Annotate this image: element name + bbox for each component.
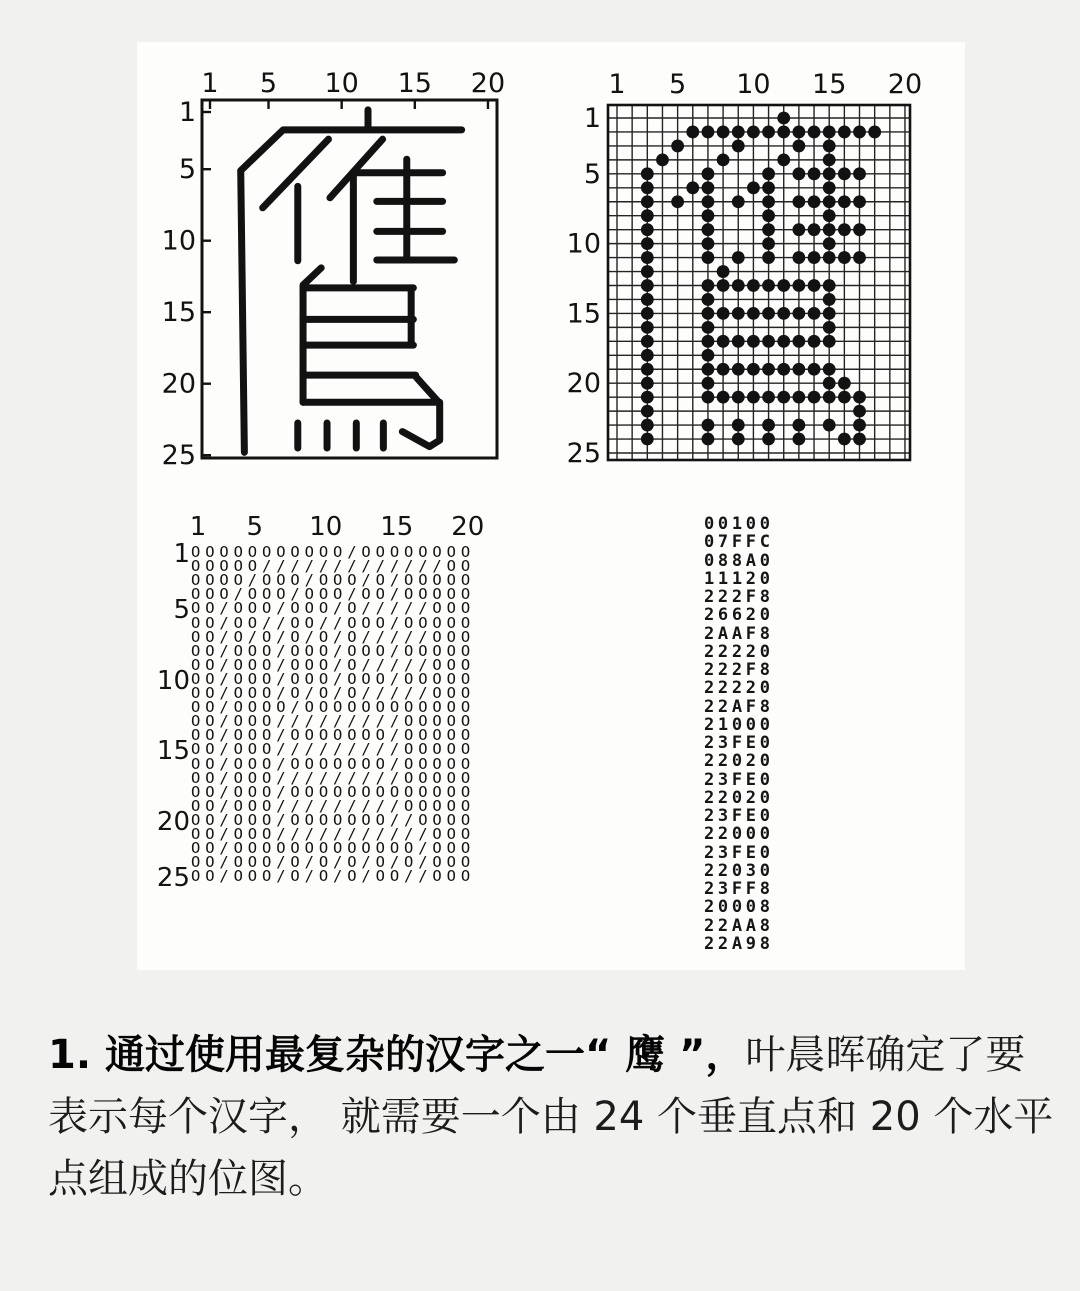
bitmap-dot xyxy=(823,153,836,166)
bitmap-dot xyxy=(762,209,775,222)
caption-line xyxy=(48,1024,1056,1086)
bitmap-dot xyxy=(762,167,775,180)
hex-code-line: 20008 xyxy=(704,897,774,918)
y-tick-label: 1 xyxy=(583,103,601,134)
hex-code-line: 22220 xyxy=(704,678,774,699)
bitmap-dot xyxy=(777,126,790,139)
bitmap-dot xyxy=(777,307,790,320)
bitmap-dot xyxy=(732,195,745,208)
bitmap-dot xyxy=(732,335,745,348)
bitmap-dot xyxy=(686,181,699,194)
bitmap-dot xyxy=(762,335,775,348)
bitmap-dot xyxy=(762,181,775,194)
bitmap-dot xyxy=(747,279,760,292)
ascii-bitmap-row: OO/OOO/O/O/O/////OOO xyxy=(191,684,476,702)
bitmap-dot xyxy=(792,195,805,208)
bitmap-dot xyxy=(702,181,715,194)
bitmap-dot xyxy=(641,181,654,194)
bitmap-dot xyxy=(702,293,715,306)
caption-text: 表示每个汉字， 就需要一个由 24 个垂直点和 20 个水平 xyxy=(48,1094,1054,1140)
bitmap-dot xyxy=(823,293,836,306)
bitmap-dot xyxy=(702,307,715,320)
bitmap-dot xyxy=(732,307,745,320)
bitmap-dot xyxy=(717,335,730,348)
ascii-bitmap-row: OO/OO//OO//OOO/OOOOO xyxy=(191,613,476,632)
bitmap-dot xyxy=(792,391,805,404)
bitmap-dot xyxy=(747,126,760,139)
bitmap-dot xyxy=(792,279,805,292)
y-tick-label: 20 xyxy=(161,368,196,400)
ascii-bitmap-row: OO/OOO/OOO/O/////OOO xyxy=(191,599,476,618)
bitmap-dot xyxy=(717,153,730,166)
x-tick-label: 15 xyxy=(812,69,847,100)
bitmap-dot xyxy=(823,391,836,404)
y-tick-label: 20 xyxy=(156,806,190,837)
bitmap-dot xyxy=(838,377,851,390)
x-tick-label: 15 xyxy=(397,68,432,99)
bitmap-dot xyxy=(702,377,715,390)
hex-code-line: 23FE0 xyxy=(704,806,774,826)
ascii-bitmap-row: OO/OOO/OOOOOOO//OOOO xyxy=(191,810,476,829)
bitmap-dot xyxy=(732,251,745,264)
hex-code-line: 22030 xyxy=(704,860,774,881)
y-tick-label: 10 xyxy=(566,228,601,260)
bitmap-dot xyxy=(702,321,715,334)
bitmap-dot xyxy=(641,433,654,446)
bitmap-dot xyxy=(717,363,730,376)
bitmap-dot xyxy=(823,223,836,236)
bitmap-dot xyxy=(792,307,805,320)
character-stroke-bird-slant xyxy=(416,377,437,401)
bitmap-dot xyxy=(702,167,715,180)
ascii-bitmap-row: OO/OOO/////////OOOOO xyxy=(191,740,476,759)
caption-line xyxy=(48,1086,1056,1148)
bitmap-dot xyxy=(762,307,775,320)
bitmap-dot xyxy=(702,391,715,404)
ascii-bitmap-row: OOOO/OOO/OOO/O/OOOOO xyxy=(191,571,476,590)
bitmap-dot xyxy=(717,126,730,139)
bitmap-dot xyxy=(808,335,821,348)
bitmap-dot xyxy=(777,153,790,166)
bitmap-dot xyxy=(808,167,821,180)
bitmap-dot xyxy=(762,237,775,250)
bitmap-dot xyxy=(641,223,654,236)
bitmap-dot xyxy=(747,363,760,376)
bitmap-dot xyxy=(702,209,715,222)
bitmap-dot xyxy=(732,419,745,432)
y-tick-label: 25 xyxy=(566,437,601,469)
bitmap-dot xyxy=(838,433,851,446)
bitmap-dot xyxy=(823,140,836,153)
bitmap-dot xyxy=(823,321,836,334)
bitmap-dot xyxy=(762,433,775,446)
bitmap-dot xyxy=(762,195,775,208)
bitmap-dot xyxy=(823,419,836,432)
hex-code-line: 07FFC xyxy=(704,532,774,553)
bitmap-dot xyxy=(823,377,836,390)
bitmap-dot xyxy=(641,293,654,306)
bitmap-dot xyxy=(762,279,775,292)
bitmap-dot xyxy=(823,307,836,320)
bitmap-dot xyxy=(641,167,654,180)
ascii-bitmap-row: OO/OOO/////////OOOOO xyxy=(191,712,476,731)
hex-code-line: 21000 xyxy=(704,714,774,735)
bitmap-dot xyxy=(823,335,836,348)
y-tick-label: 1 xyxy=(178,97,196,128)
bitmap-dot xyxy=(702,195,715,208)
x-tick-label: 20 xyxy=(451,512,485,542)
caption-bold-text: 1. 通过使用最复杂的汉字之一“ 鹰 ”， xyxy=(48,1032,746,1078)
y-tick-label: 10 xyxy=(156,665,190,696)
hex-code-line: 22220 xyxy=(704,641,774,662)
bitmap-dot xyxy=(762,223,775,236)
bitmap-dot xyxy=(702,251,715,264)
bitmap-dot xyxy=(792,433,805,446)
bitmap-dot xyxy=(656,153,669,166)
bitmap-dot xyxy=(838,391,851,404)
x-tick-label: 5 xyxy=(246,512,264,542)
bitmap-dot xyxy=(641,377,654,390)
y-tick-label: 5 xyxy=(173,595,190,626)
bitmap-dot xyxy=(641,405,654,418)
bitmap-dot xyxy=(823,181,836,194)
y-tick-label: 15 xyxy=(156,736,190,767)
bitmap-dot xyxy=(762,363,775,376)
bitmap-dot xyxy=(762,251,775,264)
bitmap-dot xyxy=(838,195,851,208)
ascii-bitmap-row: OO/OOOO/OOOOOOOOOOOO xyxy=(191,698,476,717)
hex-code-line: 222F8 xyxy=(704,587,774,607)
y-tick-label: 15 xyxy=(161,297,196,329)
x-tick-label: 1 xyxy=(608,69,626,100)
bitmap-dot xyxy=(702,223,715,236)
bitmap-dot xyxy=(853,195,866,208)
bitmap-dot xyxy=(823,363,836,376)
bitmap-dot xyxy=(853,251,866,264)
bitmap-dot xyxy=(641,391,654,404)
bitmap-dot xyxy=(747,391,760,404)
bitmap-dot xyxy=(823,209,836,222)
bitmap-dot xyxy=(747,307,760,320)
bitmap-dot xyxy=(641,419,654,432)
bitmap-dot xyxy=(641,237,654,250)
bitmap-dot xyxy=(732,391,745,404)
bitmap-dot xyxy=(717,391,730,404)
bitmap-dot xyxy=(792,335,805,348)
bitmap-dot xyxy=(762,126,775,139)
bitmap-dot xyxy=(641,321,654,334)
y-tick-label: 25 xyxy=(161,440,196,472)
bitmap-dot xyxy=(792,419,805,432)
ascii-bitmap-row: OO/OOO/OOO/OOO/OOOOO xyxy=(191,641,476,660)
x-tick-label: 1 xyxy=(189,512,207,542)
bitmap-dot xyxy=(823,251,836,264)
bitmap-dot xyxy=(732,140,745,153)
bitmap-dot xyxy=(717,265,730,278)
bitmap-dot xyxy=(747,181,760,194)
bitmap-dot xyxy=(641,195,654,208)
bitmap-dot xyxy=(792,363,805,376)
bitmap-dot xyxy=(777,391,790,404)
bitmap-dot xyxy=(868,126,881,139)
caption-text: 点组成的位图。 xyxy=(48,1156,328,1202)
bitmap-dot xyxy=(641,265,654,278)
bitmap-dot xyxy=(853,167,866,180)
bitmap-dot xyxy=(853,433,866,446)
bitmap-dot xyxy=(702,363,715,376)
x-tick-label: 10 xyxy=(736,69,771,100)
y-tick-label: 1 xyxy=(173,539,190,569)
bitmap-dot xyxy=(702,126,715,139)
bitmap-dot xyxy=(823,237,836,250)
bitmap-dot xyxy=(808,363,821,376)
bitmap-dot xyxy=(853,405,866,418)
bitmap-dot xyxy=(762,419,775,432)
bitmap-dot xyxy=(732,279,745,292)
hex-code-line: 26620 xyxy=(704,605,774,626)
bitmap-dot xyxy=(808,279,821,292)
bitmap-dot xyxy=(853,126,866,139)
hex-code-line: 22000 xyxy=(704,824,774,845)
bitmap-dot xyxy=(808,126,821,139)
hex-code-line: 2AAF8 xyxy=(704,623,774,644)
ascii-bitmap-row: OO/OOO/OOOOOOO/OOOOO xyxy=(191,726,476,745)
x-tick-label: 10 xyxy=(309,512,343,542)
bitmap-dot xyxy=(777,112,790,125)
bitmap-dot xyxy=(777,335,790,348)
bitmap-dot xyxy=(823,195,836,208)
bitmap-dot xyxy=(838,223,851,236)
bitmap-dot xyxy=(671,140,684,153)
bitmap-dot xyxy=(792,126,805,139)
bitmap-dot xyxy=(717,307,730,320)
bitmap-dot xyxy=(808,391,821,404)
ascii-bitmap-row: OOOOO/////////////OO xyxy=(191,557,476,576)
bitmap-dot xyxy=(732,363,745,376)
bitmap-dot xyxy=(777,279,790,292)
hex-code-line: 088A0 xyxy=(704,550,774,571)
y-tick-label: 25 xyxy=(156,863,190,894)
x-tick-label: 20 xyxy=(887,69,923,100)
hex-code-line: 23FE0 xyxy=(704,842,774,863)
bitmap-dot xyxy=(747,335,760,348)
bitmap-dot xyxy=(808,195,821,208)
hex-code-line: 22AF8 xyxy=(704,696,774,717)
bitmap-dot xyxy=(838,167,851,180)
ascii-bitmap-row: OO/OOOOOOOOOOOOO/OOO xyxy=(191,839,476,858)
bitmap-dot xyxy=(823,126,836,139)
y-tick-label: 20 xyxy=(566,368,601,400)
bitmap-dot xyxy=(732,126,745,139)
hex-code-line: 22AA8 xyxy=(704,915,774,936)
bitmap-dot xyxy=(792,223,805,236)
hex-code-line: 22020 xyxy=(704,751,774,772)
bitmap-dot xyxy=(792,140,805,153)
bitmap-dot xyxy=(838,251,851,264)
ascii-bitmap-row: OOO/OOO/OOO/OO/OOOOO xyxy=(191,585,476,604)
x-tick-label: 5 xyxy=(669,69,687,100)
x-tick-label: 20 xyxy=(470,68,506,99)
y-tick-label: 5 xyxy=(178,154,196,186)
ascii-bitmap-row: OO/OOO/O/O/O/OO//OOO xyxy=(191,867,476,886)
x-tick-label: 1 xyxy=(201,68,219,99)
x-tick-label: 5 xyxy=(259,68,278,99)
caption-text: 叶晨晖确定了要 xyxy=(745,1032,1026,1078)
bitmap-dot xyxy=(792,167,805,180)
y-tick-label: 10 xyxy=(161,225,196,257)
bitmap-dot xyxy=(641,279,654,292)
y-tick-label: 5 xyxy=(583,158,601,190)
hex-code-line: 22A98 xyxy=(704,933,774,954)
ascii-bitmap-row: OO/OOO/////////OOOOO xyxy=(191,796,476,815)
hex-code-line: 222F8 xyxy=(704,660,774,680)
ascii-bitmap-row: OOOOOOOOOOO/OOOOOOOO xyxy=(191,543,476,561)
bitmap-dot xyxy=(702,335,715,348)
ascii-bitmap-row: OO/OOO/O/O/O/O/O/OOO xyxy=(191,853,476,872)
bitmap-dot xyxy=(641,363,654,376)
caption-line xyxy=(48,1148,1056,1210)
bitmap-dot xyxy=(641,335,654,348)
bitmap-dot xyxy=(702,349,715,362)
y-tick-label: 15 xyxy=(566,298,601,330)
hex-code-line: 23FE0 xyxy=(704,769,774,790)
x-tick-label: 10 xyxy=(324,68,359,99)
ascii-bitmap-row: OO/OOO///////////OOO xyxy=(191,825,476,843)
bitmap-dot xyxy=(671,195,684,208)
bitmap-dot xyxy=(853,419,866,432)
bitmap-dot xyxy=(641,209,654,222)
ascii-bitmap-row: OO/OOO/OOO/OOO/OOOOO xyxy=(191,669,476,688)
bitmap-dot xyxy=(762,391,775,404)
ascii-bitmap-row: OO/OOO/OOOOOOOOOOOOO xyxy=(191,782,476,801)
hex-code-line: 11120 xyxy=(704,568,774,589)
hex-code-line: 23FF8 xyxy=(704,879,774,899)
hex-code-line: 00100 xyxy=(704,514,774,534)
bitmap-dot xyxy=(702,433,715,446)
bitmap-dot xyxy=(702,237,715,250)
bitmap-dot xyxy=(853,391,866,404)
ascii-bitmap-row: OO/OOO/////////OOOOO xyxy=(191,768,476,787)
bitmap-dot xyxy=(777,363,790,376)
x-tick-label: 15 xyxy=(380,512,414,542)
bitmap-dot xyxy=(641,307,654,320)
bitmap-dot xyxy=(702,419,715,432)
figure-caption xyxy=(48,1024,1056,1210)
bitmap-dot xyxy=(853,223,866,236)
bitmap-dot xyxy=(641,349,654,362)
bitmap-dot xyxy=(732,433,745,446)
hex-code-line: 22020 xyxy=(704,787,774,808)
bitmap-dot xyxy=(823,167,836,180)
bitmap-dot xyxy=(641,251,654,264)
ascii-bitmap-row: OO/OOO/OOOOOOO/OOOOO xyxy=(191,754,476,773)
bitmap-dot xyxy=(808,307,821,320)
bitmap-dot xyxy=(686,126,699,139)
bitmap-dot xyxy=(838,126,851,139)
bitmap-dot xyxy=(717,279,730,292)
ascii-bitmap-row: OO/O/O/O/O/O/////OOO xyxy=(191,627,476,646)
bitmap-dot xyxy=(702,279,715,292)
hex-code-line: 23FE0 xyxy=(704,733,774,753)
bitmap-dot xyxy=(823,279,836,292)
bitmap-dot xyxy=(808,251,821,264)
bitmap-dot xyxy=(808,223,821,236)
bitmap-dot xyxy=(792,251,805,264)
ascii-bitmap-row: OO/OOO/OOO/O/////OOO xyxy=(191,655,476,674)
